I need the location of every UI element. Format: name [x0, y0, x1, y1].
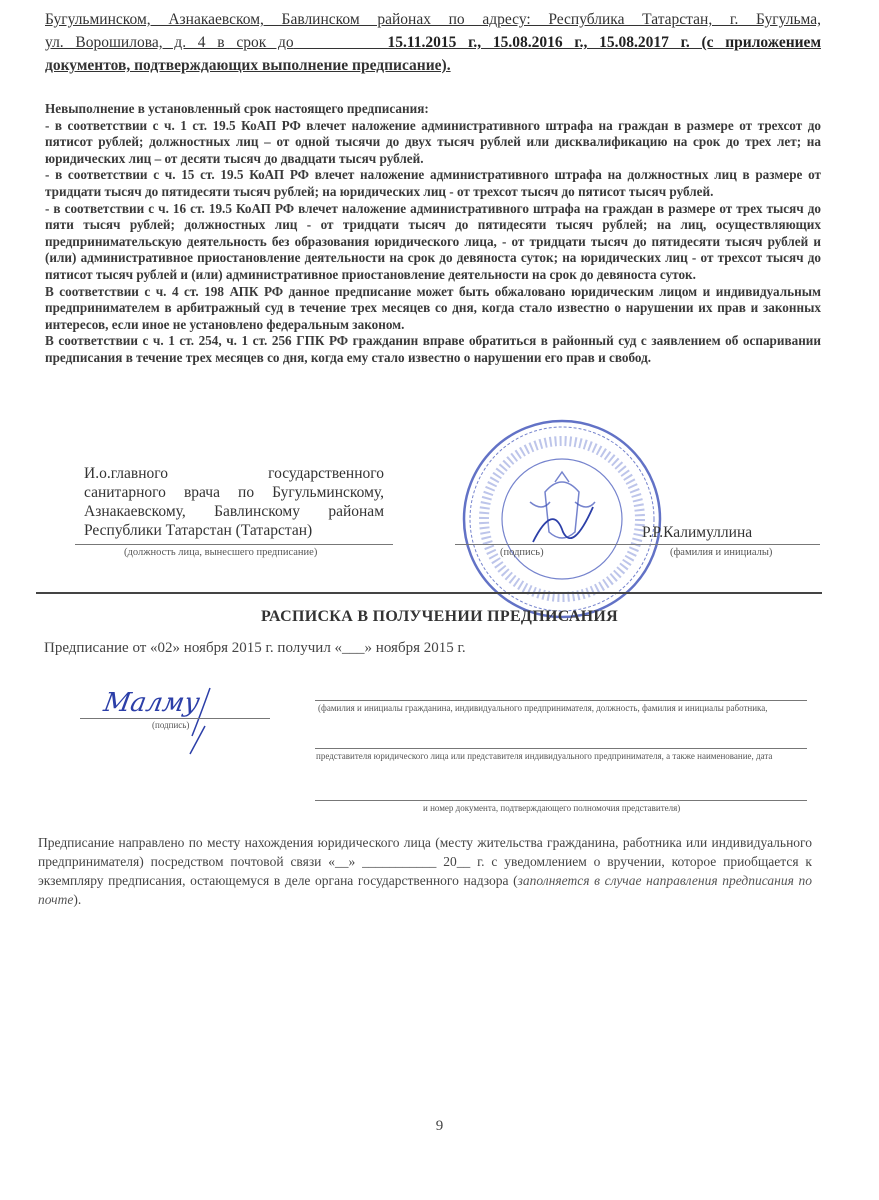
- official-stamp: [455, 412, 670, 627]
- field-caption: (фамилия и инициалы гражданина, индивидуального предпринимателя, должность, фамилия и инициалы работника,: [318, 703, 768, 713]
- header-paragraph: [45, 8, 821, 77]
- address-line-3: документов, подтверждающих выполнение предписание).: [45, 57, 451, 74]
- recipient-field-line[interactable]: [315, 748, 807, 749]
- field-caption: представителя юридического лица или представителя индивидуального предпринимателя, а также наименование, дата: [316, 751, 773, 761]
- official-position: [84, 464, 384, 540]
- position-caption: (должность лица, вынесшего предписание): [124, 547, 318, 558]
- mailing-note: заполняется в случае направления предписания по почте: [38, 873, 812, 907]
- recipient-signature-caption: (подпись): [152, 720, 190, 730]
- divider: [455, 544, 820, 545]
- penalties-section: [45, 101, 821, 367]
- address-line-1: Бугульминском, Азнакаевском, Бавлинском районах по адресу: Республика Татарстан, г. Бугульма,: [45, 11, 821, 28]
- penalty-item: - в соответствии с ч. 15 ст. 19.5 КоАП РФ влечет наложение административного штрафа на должностных лиц в размере от тридцати тысяч до пятидесяти тысяч рублей; на юридических лиц - от трехсот тысяч до пятисот тысяч рублей.: [45, 167, 821, 199]
- address-line-2: [45, 31, 821, 54]
- mailing-text: Предписание направлено по месту нахождения юридического лица (месту жительства гражданина, работника или индивидуального предпринимателя) посредством почтовой связи «__» ___________ 20__ г. с уведомлением о вручении, которое приобщается к экземпляру предписания, остающемуся в деле органа государственного надзора (: [38, 835, 812, 888]
- deadline-prefix: ул. Ворошилова, д. 4 в срок до: [45, 34, 294, 51]
- recipient-signature: Малму: [101, 688, 202, 718]
- recipient-field-line[interactable]: [315, 700, 807, 701]
- appeal-arbitration: В соответствии с ч. 4 ст. 198 АПК РФ данное предписание может быть обжаловано юридическим лицом и индивидуальным предпринимателем в арбитражный суд в течение трех месяцев со дня, когда стало известно о нарушении их прав и законных интересов, если иное не установлено федеральным законом.: [45, 283, 821, 332]
- receipt-title: РАСПИСКА В ПОЛУЧЕНИИ ПРЕДПИСАНИЯ: [261, 608, 618, 625]
- recipient-field-line[interactable]: [315, 800, 807, 801]
- official-name: Р.Р.Калимуллина: [642, 524, 753, 541]
- section-divider: [36, 592, 822, 594]
- divider: [75, 544, 393, 545]
- receipt-line: Предписание от «02» ноября 2015 г. получил «___» ноября 2015 г.: [44, 640, 466, 656]
- deadline-dates: 15.11.2015 г., 15.08.2016 г., 15.08.2017 г. (с приложением: [387, 34, 821, 51]
- page-number: 9: [435, 1118, 444, 1134]
- penalty-item: - в соответствии с ч. 1 ст. 19.5 КоАП РФ влечет наложение административного штрафа на граждан в размере от трехсот до пятисот рублей; должностных лиц – от одной тысячи до двух тысяч рублей или дисквалификацию на срок до трех лет; на юридических лиц – от десяти тысяч до двадцати тысяч рублей.: [45, 117, 821, 166]
- mailing-paragraph: [38, 833, 812, 909]
- position-line: Республики Татарстан (Татарстан): [84, 522, 313, 539]
- field-caption: и номер документа, подтверждающего полномочия представителя): [423, 803, 681, 813]
- position-line: Азнакаевскому, Бавлинскому районам: [84, 503, 384, 520]
- appeal-civil: В соответствии с ч. 1 ст. 254, ч. 1 ст. 256 ГПК РФ гражданин вправе обратиться в районный суд с заявлением об оспаривании предписания в течение трех месяцев со дня, когда ему стало известно о нарушении его прав и свобод.: [45, 333, 821, 365]
- signature-caption: (подпись): [500, 547, 544, 558]
- mailing-end: ).: [73, 892, 82, 907]
- position-line: И.о.главного государственного: [84, 465, 384, 482]
- penalties-heading: Невыполнение в установленный срок настоящего предписания:: [45, 101, 429, 116]
- divider: [80, 718, 270, 719]
- penalty-item: - в соответствии с ч. 16 ст. 19.5 КоАП РФ влечет наложение административного штрафа на граждан в размере от трех тысяч до пяти тысяч рублей; должностных лиц - от тридцати тысяч до пятидесяти тысяч рублей; на лиц, осуществляющих предпринимательскую деятельность без образования юридического лица, - от тридцати тысяч до пятидесяти тысяч рублей и (или) административное приостановление деятельности на срок до девяноста суток; на юридических лиц - от трехсот тысяч до пятисот тысяч рублей и (или) административное приостановление деятельности на срок до девяноста суток.: [45, 200, 821, 282]
- position-line: санитарного врача по Бугульминскому,: [84, 484, 384, 501]
- name-caption: (фамилия и инициалы): [670, 547, 773, 558]
